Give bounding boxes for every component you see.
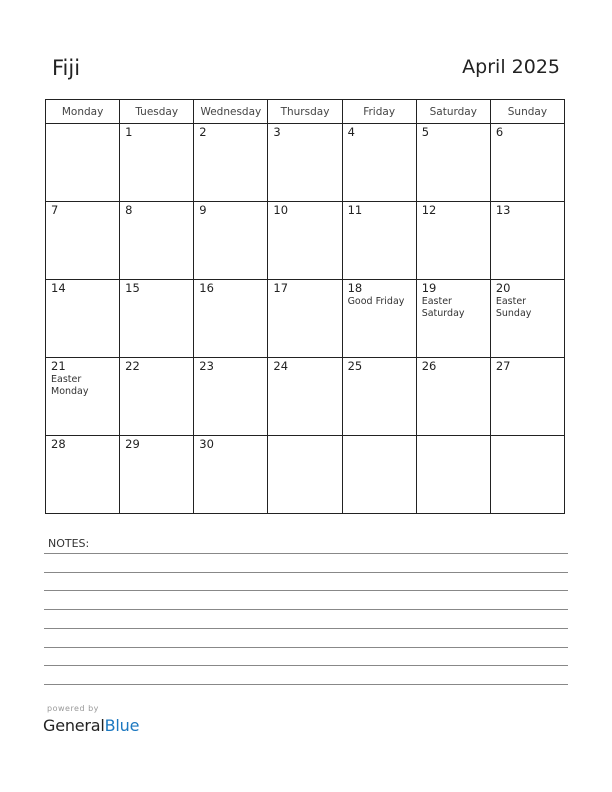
day-number: 24 — [273, 359, 289, 373]
note-line — [44, 647, 568, 648]
day-number: 8 — [125, 203, 133, 217]
day-cell — [194, 124, 268, 202]
day-cell — [416, 436, 490, 514]
note-line — [44, 590, 568, 591]
day-cell — [342, 436, 416, 514]
day-cell — [268, 202, 342, 280]
day-number: 13 — [495, 203, 511, 217]
day-number: 23 — [199, 359, 214, 373]
day-number: 9 — [199, 203, 207, 217]
day-cell — [194, 280, 268, 358]
day-cell — [342, 280, 416, 358]
weekday-header-row — [46, 100, 565, 124]
day-cell — [120, 202, 194, 280]
day-number: 21 — [51, 359, 66, 373]
weekday-wednesday: Wednesday — [194, 100, 268, 124]
note-line — [44, 572, 568, 573]
generalblue-logo — [43, 716, 139, 735]
day-cell — [342, 124, 416, 202]
calendar-grid — [45, 99, 565, 514]
day-number: 22 — [125, 359, 140, 373]
note-line — [44, 609, 568, 610]
day-cell — [268, 124, 342, 202]
holiday-label: Easter Saturday — [421, 296, 465, 319]
day-cell — [194, 202, 268, 280]
note-line — [44, 628, 568, 629]
day-number: 27 — [495, 359, 511, 373]
calendar-body — [46, 124, 565, 514]
day-cell — [120, 280, 194, 358]
day-number: 14 — [51, 281, 66, 295]
day-cell — [490, 358, 564, 436]
day-cell — [46, 124, 120, 202]
day-cell — [268, 436, 342, 514]
weekday-monday: Monday — [46, 100, 120, 124]
day-number — [491, 436, 564, 438]
note-line — [44, 553, 568, 554]
day-number: 2 — [199, 125, 207, 139]
day-number: 7 — [51, 203, 59, 217]
day-cell — [46, 436, 120, 514]
day-number: 5 — [421, 125, 430, 139]
day-number: 6 — [495, 125, 504, 139]
powered-by-text: powered by — [47, 704, 99, 713]
day-cell — [342, 358, 416, 436]
weekday-thursday: Thursday — [268, 100, 342, 124]
day-number: 10 — [273, 203, 289, 217]
week-row — [46, 280, 565, 358]
day-cell — [120, 124, 194, 202]
country-title: Fiji — [52, 56, 81, 80]
week-row — [46, 436, 565, 514]
day-number: 1 — [125, 125, 133, 139]
day-number: 4 — [347, 125, 355, 139]
day-cell — [46, 202, 120, 280]
day-number: 18 — [347, 281, 363, 295]
week-row — [46, 202, 565, 280]
day-number: 16 — [199, 281, 214, 295]
day-cell — [416, 124, 490, 202]
day-cell — [46, 280, 120, 358]
notes-label: NOTES: — [48, 537, 90, 550]
note-line — [44, 684, 568, 685]
day-number: 26 — [421, 359, 437, 373]
month-year-title: April 2025 — [462, 56, 560, 78]
day-number: 28 — [51, 437, 66, 451]
day-number — [46, 124, 119, 126]
weekday-tuesday: Tuesday — [120, 100, 194, 124]
holiday-label: Easter Sunday — [495, 296, 532, 319]
day-number: 20 — [495, 281, 511, 295]
day-cell — [490, 436, 564, 514]
day-number: 12 — [421, 203, 437, 217]
day-number: 25 — [347, 359, 363, 373]
day-cell — [194, 358, 268, 436]
week-row — [46, 124, 565, 202]
day-number: 11 — [347, 203, 363, 217]
day-number — [343, 436, 416, 438]
day-number — [417, 436, 490, 438]
day-cell — [416, 202, 490, 280]
day-cell — [342, 202, 416, 280]
day-cell — [120, 358, 194, 436]
holiday-label: Good Friday — [347, 296, 405, 307]
day-cell — [46, 358, 120, 436]
day-cell — [194, 436, 268, 514]
weekday-friday: Friday — [342, 100, 416, 124]
day-number: 15 — [125, 281, 140, 295]
day-cell — [416, 280, 490, 358]
day-cell — [268, 280, 342, 358]
week-row — [46, 358, 565, 436]
day-number — [268, 436, 341, 438]
logo-blue-text: Blue — [104, 716, 140, 735]
day-number: 30 — [199, 437, 214, 451]
day-cell — [268, 358, 342, 436]
holiday-label: Easter Monday — [51, 374, 89, 397]
day-cell — [490, 124, 564, 202]
weekday-saturday: Saturday — [416, 100, 490, 124]
day-number: 29 — [125, 437, 140, 451]
day-cell — [416, 358, 490, 436]
note-line — [44, 665, 568, 666]
logo-general-text: General — [43, 716, 105, 735]
day-cell — [490, 280, 564, 358]
day-cell — [120, 436, 194, 514]
day-number: 17 — [273, 281, 289, 295]
day-number: 19 — [421, 281, 437, 295]
day-number: 3 — [273, 125, 281, 139]
day-cell — [490, 202, 564, 280]
weekday-sunday: Sunday — [490, 100, 564, 124]
